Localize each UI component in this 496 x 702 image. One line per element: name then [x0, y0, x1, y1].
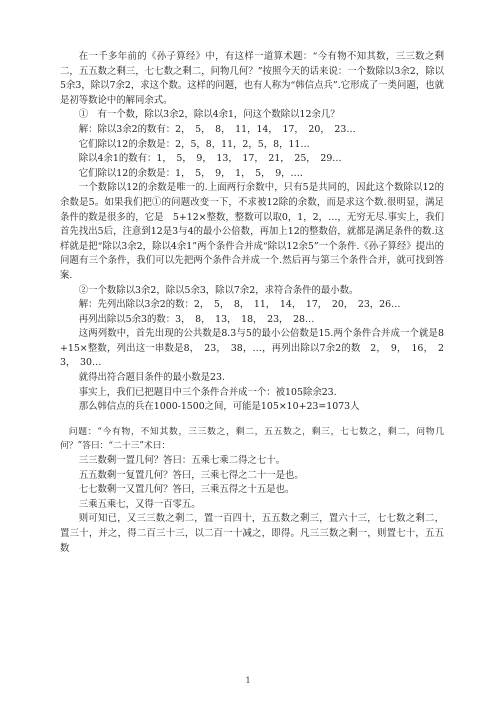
explanation-paragraph: 这两列数中，首先出现的公共数是8.3与5的最小公倍数是15.两个条件合并成一个就是8+15×整数，列出这一串数是8， 23， 38，…，再列出除以7余2的数 2， 9， 16， 23， 30…	[60, 328, 444, 369]
document-body	[60, 50, 444, 556]
problem-2: ②一个数除以3余2，除以5余3，除以7余2，求符合条件的最小数。	[78, 284, 359, 296]
problem-1: ① 有一个数，除以3余2，除以4余1，问这个数除以12余几？	[78, 109, 340, 121]
remainders-line: 它们除以12的余数是：1， 5， 9， 1， 5， 9，…．	[78, 167, 310, 179]
classical-quote-line: 三三数剩一置几何？答曰：五乘七乘二得之七十。	[78, 455, 286, 467]
classical-quote-line: 三乘五乘七，又得一百零五。	[78, 498, 201, 510]
solution-2-line: 解：先列出除以3余2的数：2， 5， 8， 11， 14， 17， 20， 23，26…	[78, 299, 401, 311]
classical-quote-line: 七七数剩一又置几何？答曰，三乘五得之十五是也。	[78, 484, 295, 496]
explanation-paragraph: 一个数除以12的余数是唯一的.上面两行余数中，只有5是共同的，因此这个数除以12的余数是5。如果我们把①的问题改变一下，不求被12除的余数，而是求这个数.很明显，满足条件的数是很多的，它是 5+12×整数，整数可以取0，1，2，…，无穷无尽.事实上，我们首先找出5后，注意到12是3与4的最小公倍数，再加上12的整数倍，就都是满足条件的数.这样就是把“除以3余2，除以4余1”两个条件合并成“除以12余5”一个条件.《孙子算经》提出的问题有三个条件，我们可以先把两个条件合并成一个.然后再与第三个条件合并，就可找到答案.	[60, 182, 444, 281]
remainders-line: 它们除以12的余数是：2，5，8，11，2，5，8，11…	[78, 138, 310, 150]
conclusion-line: 那么韩信点的兵在1000-1500之间，可能是105×10+23=1073人	[78, 401, 360, 413]
solution-1-line: 解：除以3余2的数有：2， 5， 8， 11，14， 17， 20， 23…	[78, 123, 356, 135]
classical-quote-line: 五五数剩一复置几何？答曰，三乘七得之二十一是也。	[78, 469, 304, 481]
classical-quote-paragraph: 则可知已，又三三数之剩二，置一百四十，五五数之剩三，置六十三，七七数之剩二，置三十，并之，得二百三十三，以二百一十减之，即得。凡三三数之剩一，则置七十，五五数	[60, 513, 444, 554]
answer-line: 就得出符合题目条件的最小数是23.	[78, 372, 225, 384]
conclusion-line: 事实上，我们已把题目中三个条件合并成一个：被105除余23.	[78, 386, 337, 398]
section-gap	[60, 415, 444, 425]
page-number: 1	[245, 676, 251, 685]
sequence-line: 再列出除以5余3的数：3， 8， 13， 18， 23， 28…	[78, 313, 315, 325]
classical-quote: 问题：“今有物，不知其数，三三数之，剩二，五五数之，剩三，七七数之，剩二，问物几何？”答曰：“二十三”术曰：	[60, 426, 444, 452]
intro-paragraph: 在一千多年前的《孙子算经》中，有这样一道算术题：“今有物不知其数，三三数之剩二，五五数之剩三，七七数之剩二，问物几何？”按照今天的话来说：一个数除以3余2，除以5余3，除以7余2，求这个数。这样的问题，也有人称为“韩信点兵”.它形成了一类问题，也就是初等数论中的解同余式。	[60, 51, 444, 106]
sequence-line: 除以4余1的数有：1， 5， 9， 13， 17， 21， 25， 29…	[78, 153, 342, 165]
